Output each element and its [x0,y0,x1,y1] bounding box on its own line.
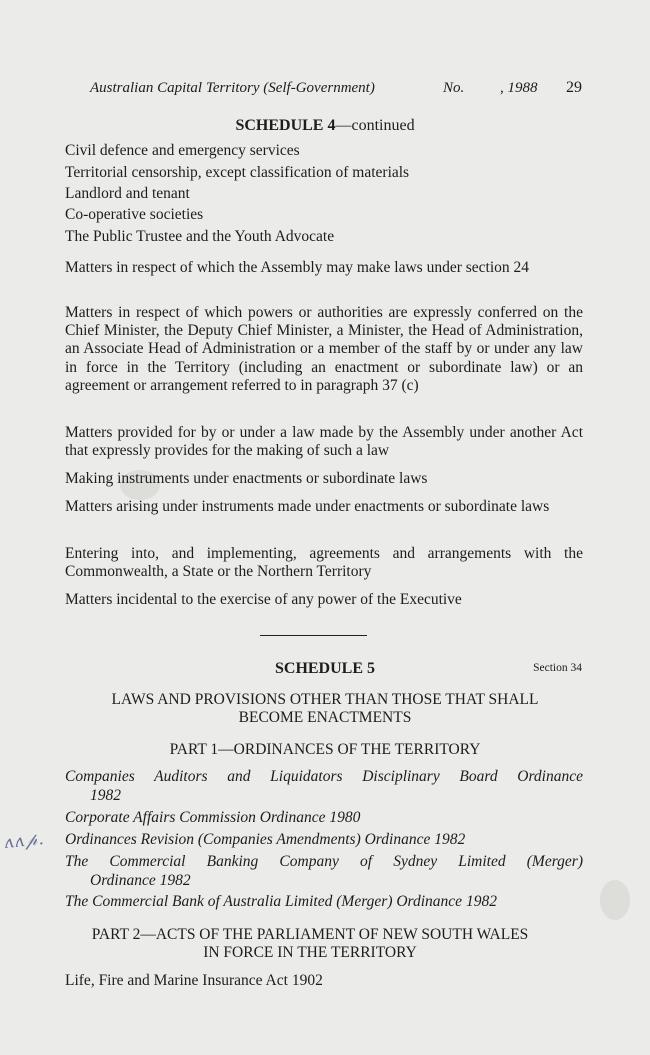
part-2-heading-line2: IN FORCE IN THE TERRITORY [203,944,417,961]
schedule-4-item: Landlord and tenant [65,185,190,202]
schedule-4-item: Entering into, and implementing, agreements and arrangements with the Commonwealth, a State or the Northern Territory [65,545,583,581]
page-number: 29 [566,79,582,96]
schedule-4-item: Matters incidental to the exercise of any power of the Executive [65,591,462,608]
schedule-4-item: Making instruments under enactments or subordinate laws [65,470,428,487]
ordinance-item-line1: The Commercial Banking Company of Sydney Limited (Merger) [65,853,583,870]
schedule-4-heading [0,117,650,135]
schedule-4-continued: —continued [335,117,415,134]
ordinance-item-line1: Ordinances Revision (Companies Amendments) Ordinance 1982 [65,831,466,848]
ordinance-item [65,809,583,828]
ordinance-item-line1: Corporate Affairs Commission Ordinance 1980 [65,809,361,826]
ordinance-item [65,768,583,805]
ordinance-item-line2: Ordinance 1982 [90,871,191,889]
part-1-heading: PART 1—ORDINANCES OF THE TERRITORY [169,741,481,758]
ordinance-item [65,893,583,912]
section-reference: Section 34 [533,662,582,674]
act-number-label: No. [443,80,465,96]
ordinance-item-line1: The Commercial Bank of Australia Limited (Merger) Ordinance 1982 [65,893,497,910]
schedule-4-item: Civil defence and emergency services [65,142,300,159]
schedule-4-item: Co-operative societies [65,206,204,223]
schedule-4-item: Territorial censorship, except classification of materials [65,164,410,181]
ordinance-item-line1: Companies Auditors and Liquidators Disciplinary Board Ordinance [65,768,583,785]
schedule-4-item: Matters provided for by or under a law made by the Assembly under another Act that expressly provides for the making of such a law [65,424,583,460]
schedule-5-subtitle-line2: BECOME ENACTMENTS [238,709,412,726]
section-divider [260,635,367,636]
act-year: , 1988 [500,80,538,96]
ordinance-item [65,853,583,890]
act-item: Life, Fire and Marine Insurance Act 1902 [65,972,323,989]
paper-blemish [600,880,630,920]
ordinance-item-line2: 1982 [90,786,121,804]
schedule-4-title: SCHEDULE 4 [235,117,336,134]
part-2-heading-line1: PART 2—ACTS OF THE PARLIAMENT OF NEW SOUTH WALES [91,926,529,943]
schedule-5-subtitle-line1: LAWS AND PROVISIONS OTHER THAN THOSE THAT SHALL [111,691,539,708]
schedule-4-item: Matters arising under instruments made under enactments or subordinate laws [65,498,550,515]
ordinance-item [65,831,583,850]
schedule-4-item: Matters in respect of which powers or authorities are expressly conferred on the Chief Minister, the Deputy Chief Minister, a Minister, the Head of Administration, an Associate Head of Administration or a member of the staff by or under any law in force in the Territory (including an enactment or subordinate law) or an agreement or arrangement referred to in paragraph 37 (c) [65,304,583,394]
schedule-4-item: Matters in respect of which the Assembly may make laws under section 24 [65,259,530,276]
schedule-5-title: SCHEDULE 5 [274,660,376,677]
act-title: Australian Capital Territory (Self-Government) [90,80,375,96]
handwritten-margin-note: ʌʌ𝓅. [3,828,46,854]
schedule-4-item: The Public Trustee and the Youth Advocate [65,228,335,245]
